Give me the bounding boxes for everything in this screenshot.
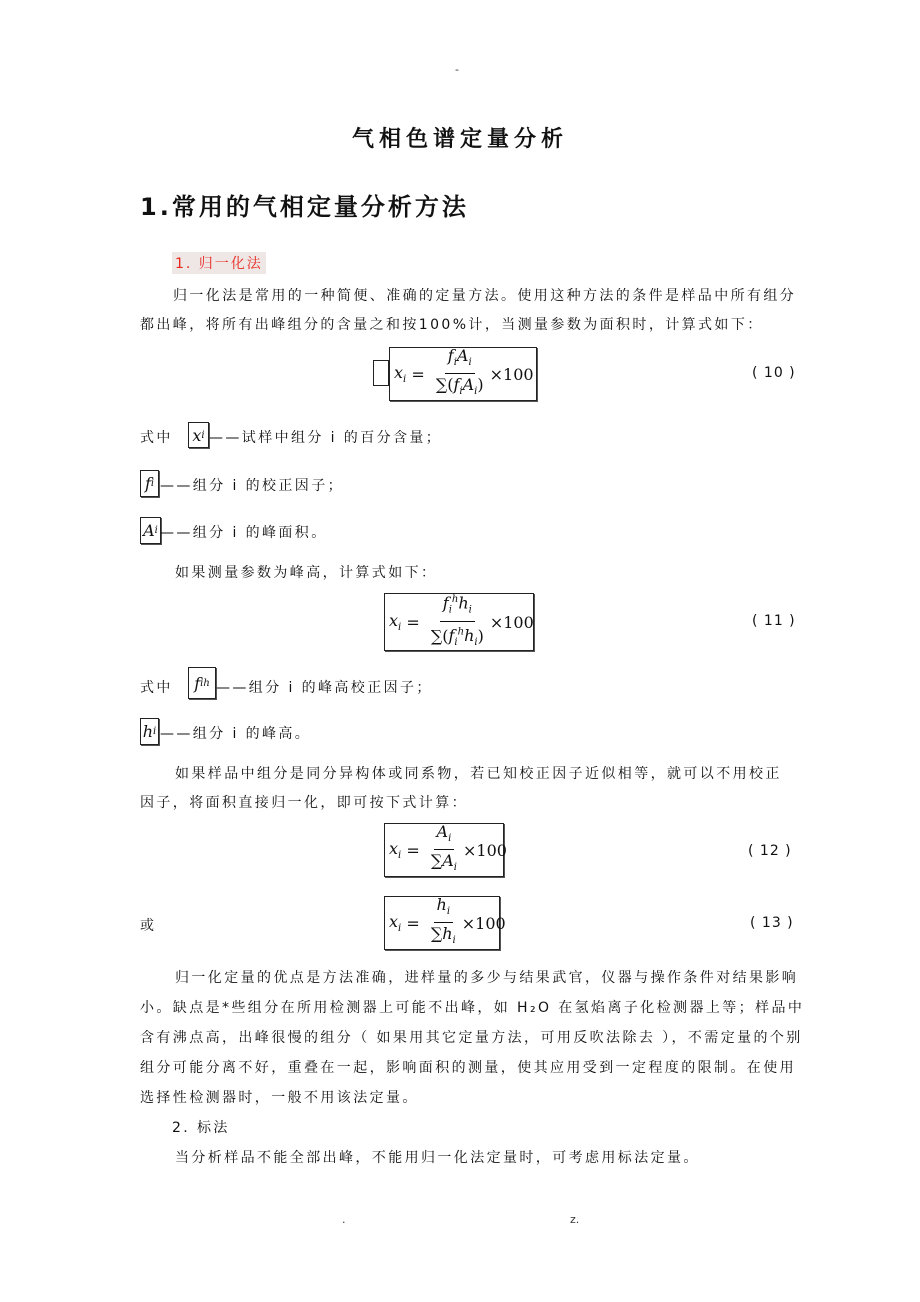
paragraph-line: 当分析样品不能全部出峰，不能用归一化法定量时，可考虑用标法定量。 bbox=[175, 1150, 700, 1166]
footer-left: . bbox=[342, 1213, 346, 1226]
footer-right: z. bbox=[570, 1213, 580, 1226]
symbol-fi: f i bbox=[140, 470, 159, 497]
method-internal-standard-label: 2. 标法 bbox=[172, 1120, 230, 1136]
equation-number: ( 11 ) bbox=[752, 613, 796, 629]
symbol-xi: x i bbox=[188, 422, 209, 448]
method-normalization-label: 1. 归一化法 bbox=[172, 252, 266, 274]
equation-anchor-box bbox=[373, 360, 389, 386]
where-label: 式中 bbox=[140, 430, 173, 446]
paragraph-line: 含有沸点高，出峰很慢的组分（ 如果用其它定量方法，可用反吹法除去 ），不需定量的个别 bbox=[140, 1030, 803, 1046]
equation-number: ( 12 ) bbox=[748, 843, 792, 859]
paragraph-line: 因子，将面积直接归一化，即可按下式计算： bbox=[140, 795, 468, 811]
paragraph-line: 选择性检测器时，一般不用该法定量。 bbox=[140, 1090, 419, 1106]
section-heading: 1.常用的气相定量分析方法 bbox=[140, 193, 469, 221]
symbol-fih: f i h bbox=[188, 667, 216, 699]
equation-13: $x_i$ = $\frac{h_i}{\sum h_i}$ ×100 bbox=[384, 896, 500, 950]
paragraph-line: 如果样品中组分是同分异构体或同系物，若已知校正因子近似相等，就可以不用校正 bbox=[175, 766, 782, 782]
definition-xi: ——试样中组分 i 的百分含量； bbox=[209, 430, 443, 446]
symbol-hi: h i bbox=[140, 718, 159, 745]
paragraph-line: 小。缺点是*些组分在所用检测器上可能不出峰，如 H₂O 在氢焰离子化检测器上等；样品中 bbox=[140, 1000, 805, 1016]
where-label: 式中 bbox=[140, 680, 173, 696]
header-mark: - bbox=[455, 63, 459, 76]
equation-number: ( 10 ) bbox=[752, 365, 796, 381]
definition-fi: ——组分 i 的校正因子； bbox=[160, 478, 344, 494]
equation-10: $x_i$ = $\frac{f_iA_i}{\sum(f_iA_i)}$ ×100 bbox=[389, 347, 537, 401]
definition-Ai: ——组分 i 的峰面积。 bbox=[160, 525, 328, 541]
symbol-Ai: A i bbox=[140, 517, 161, 544]
paragraph-line: 如果测量参数为峰高，计算式如下： bbox=[175, 565, 438, 581]
equation-12: $x_i$ = $\frac{A_i}{\sum A_i}$ ×100 bbox=[384, 823, 504, 877]
equation-number: ( 13 ) bbox=[750, 915, 794, 931]
paragraph-line: 归一化法是常用的一种简便、准确的定量方法。使用这种方法的条件是样品中所有组分 bbox=[173, 288, 797, 304]
paragraph-line: 都出峰，将所有出峰组分的含量之和按100%计，当测量参数为面积时，计算式如下： bbox=[140, 317, 764, 333]
paragraph-line: 组分可能分离不好，重叠在一起，影响面积的测量，使其应用受到一定程度的限制。在使用 bbox=[140, 1060, 796, 1076]
or-label: 或 bbox=[140, 918, 157, 934]
definition-hi: ——组分 i 的峰高。 bbox=[160, 726, 312, 742]
page-title: 气相色谱定量分析 bbox=[351, 127, 568, 152]
equation-11: $x_i$ = $\frac{f_i^hh_i}{\sum(f_i^hh_i)}$ ×100 bbox=[384, 593, 534, 651]
definition-fih: ——组分 i 的峰高校正因子； bbox=[216, 680, 433, 696]
paragraph-line: 归一化定量的优点是方法准确，进样量的多少与结果武官，仪器与操作条件对结果影响 bbox=[175, 970, 799, 986]
